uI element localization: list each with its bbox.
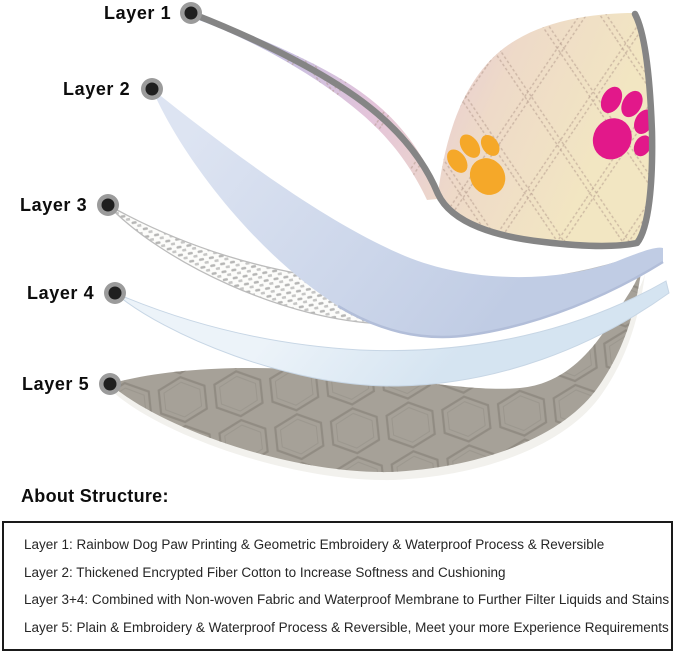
layer-description-box	[2, 521, 673, 651]
layer1-label: Layer 1	[104, 3, 172, 23]
marker-dot-layer5	[99, 373, 121, 395]
layer2-description: Layer 2: Thickened Encrypted Fiber Cotton to Increase Softness and Cushioning	[24, 564, 506, 580]
layer3-4-description: Layer 3+4: Combined with Non-woven Fabric and Waterproof Membrane to Further Filter Liquids and Stains	[24, 592, 670, 608]
marker-dot-layer4	[104, 282, 126, 304]
layer4-label: Layer 4	[27, 283, 95, 303]
marker-dot-layer1	[180, 2, 202, 24]
layer2-label: Layer 2	[63, 79, 131, 99]
layer1-description: Layer 1: Rainbow Dog Paw Printing & Geometric Embroidery & Waterproof Process & Reversible	[24, 537, 605, 553]
layer5-label: Layer 5	[22, 374, 90, 394]
marker-dot-layer3	[97, 194, 119, 216]
about-structure-heading: About Structure:	[21, 486, 169, 506]
marker-dot-layer2	[141, 78, 163, 100]
layer5-description: Layer 5: Plain & Embroidery & Waterproof Process & Reversible, Meet your more Experience Requirements	[24, 619, 669, 635]
layer3-label: Layer 3	[20, 195, 88, 215]
